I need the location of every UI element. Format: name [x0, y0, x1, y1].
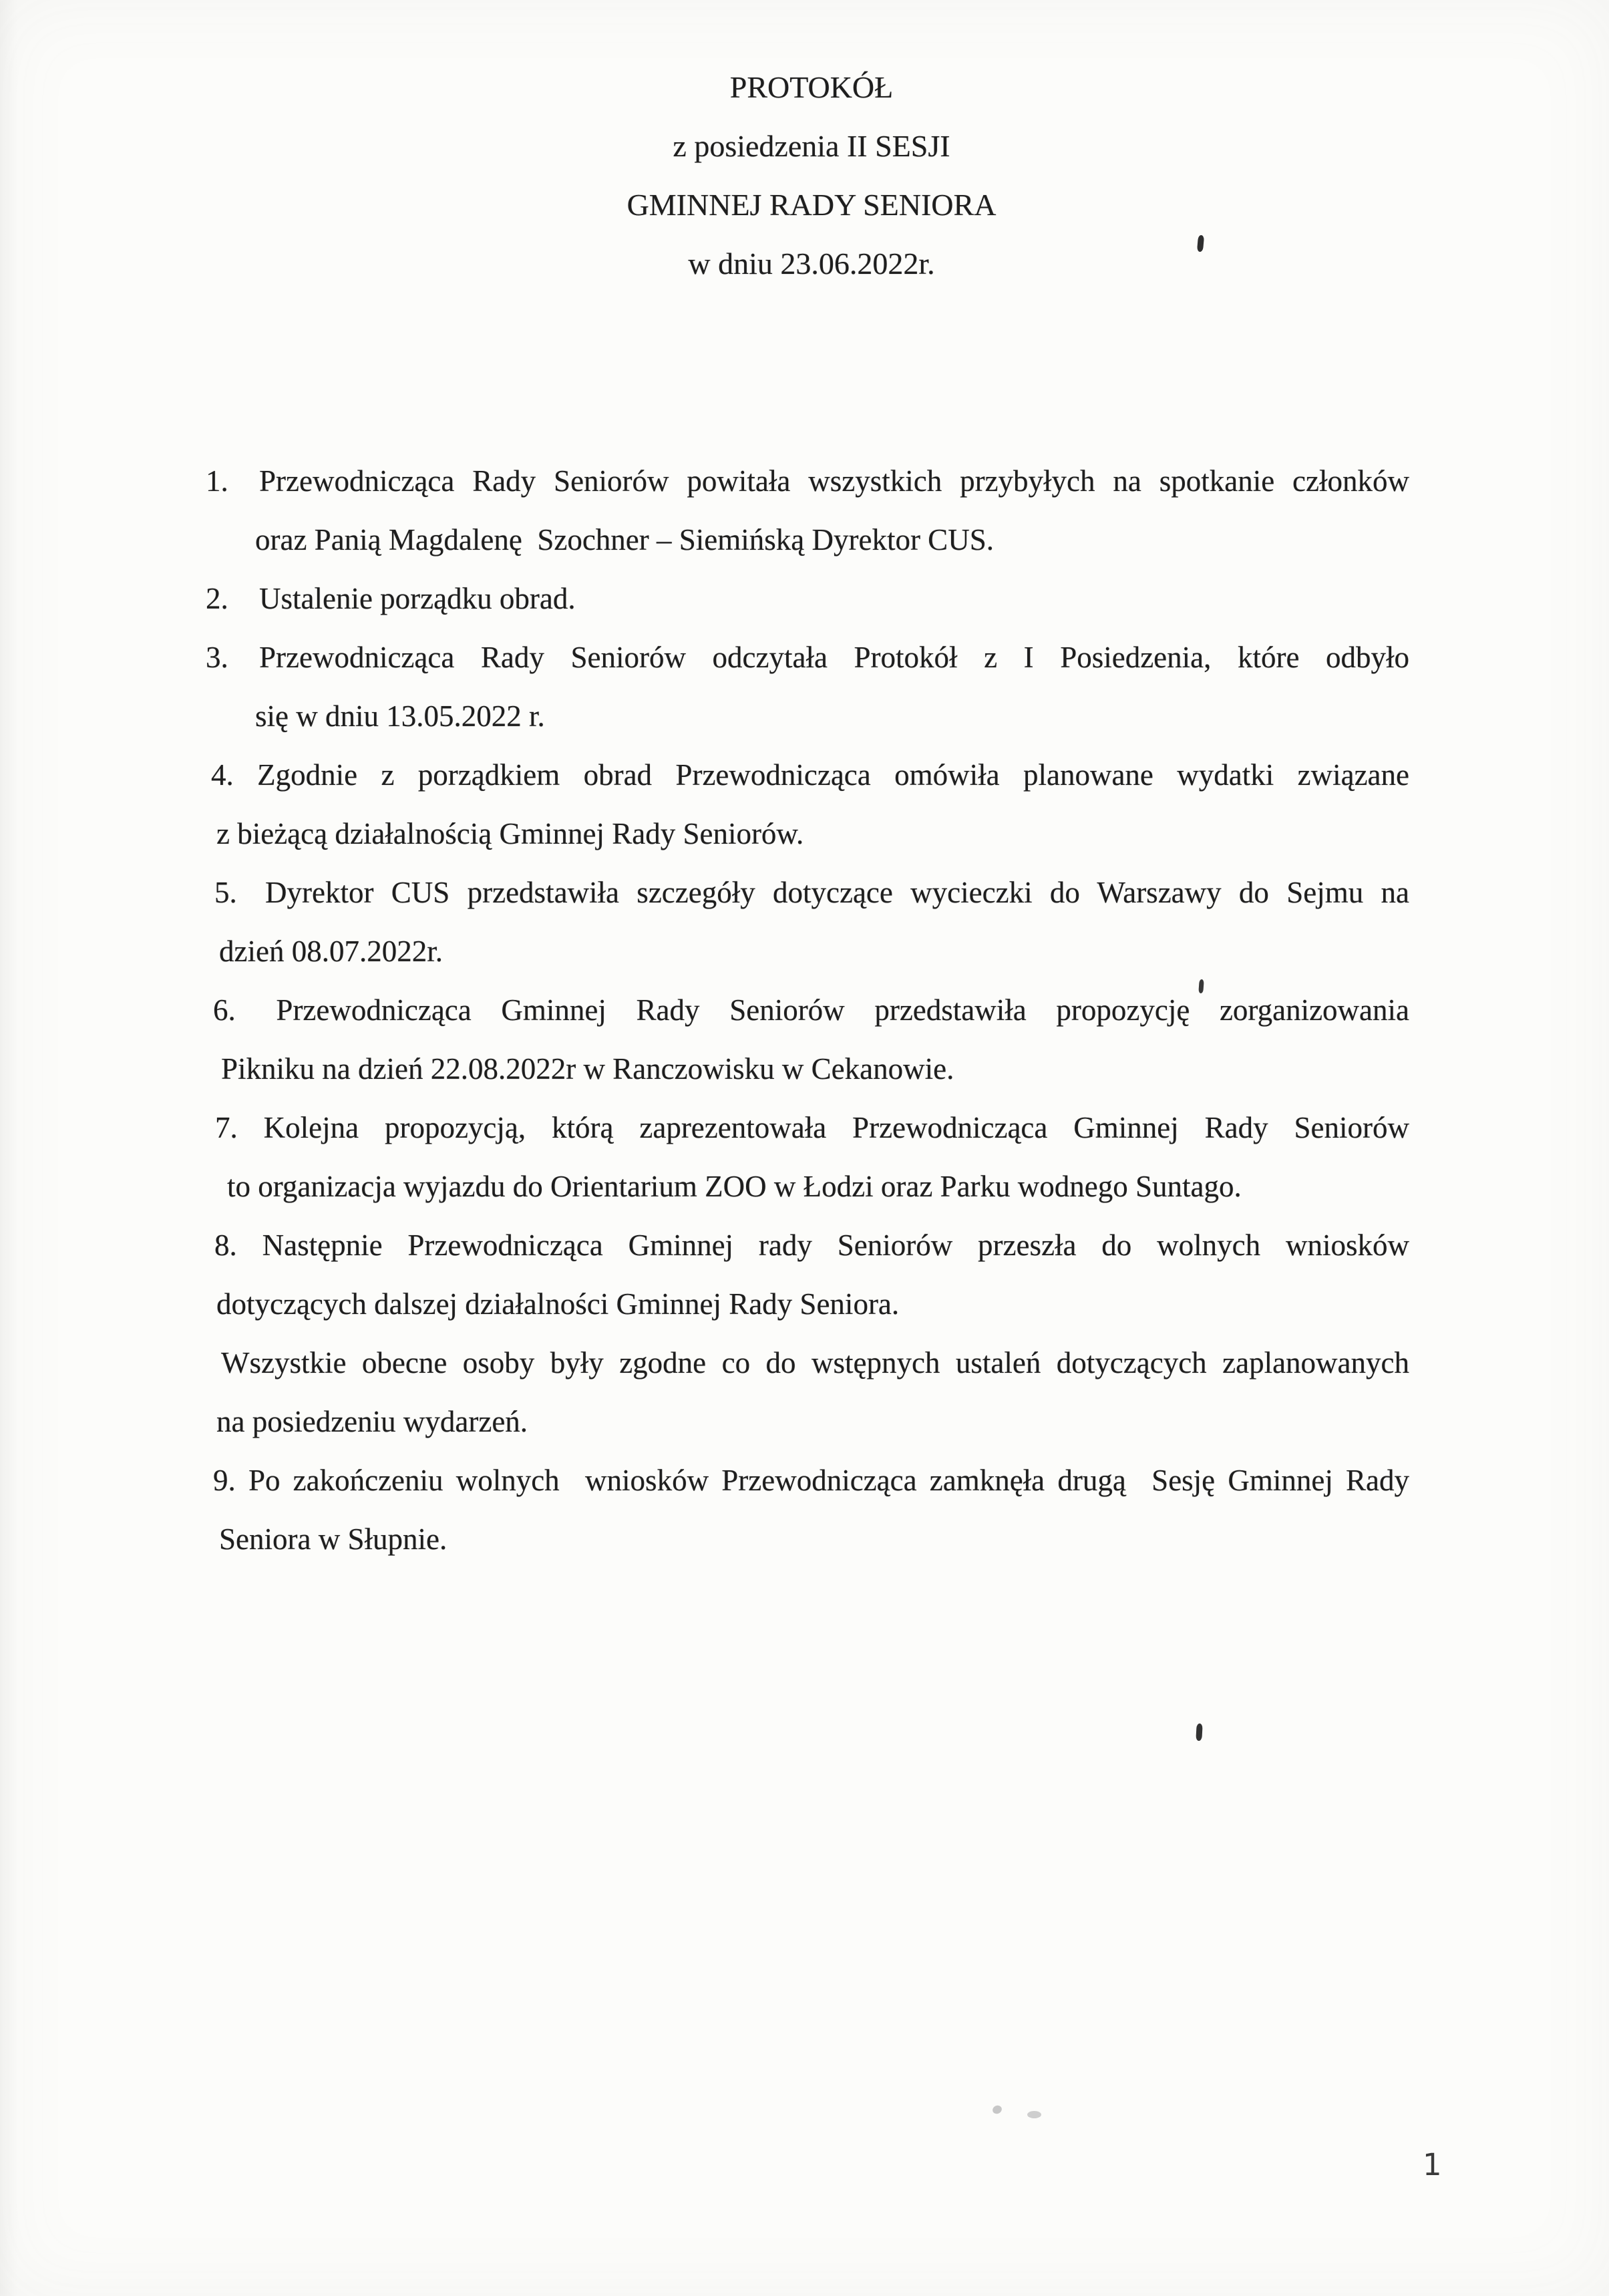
item-8-text-1: Następnie Przewodnicząca Gminnej rady Seniorów przeszła do wolnych wniosków — [262, 1228, 1409, 1262]
item-6-text-1: Przewodnicząca Gminnej Rady Seniorów przedstawiła propozycję zorganizowania — [276, 993, 1410, 1027]
item-1-number: 1. — [206, 464, 228, 498]
item-3-line-2: się w dniu 13.05.2022 r. — [255, 699, 545, 733]
item-5-line-2: dzień 08.07.2022r. — [219, 935, 443, 968]
item-6-line-2: Pikniku na dzień 22.08.2022r w Ranczowisku w Cekanowie. — [221, 1052, 954, 1086]
item-8-number: 8. — [214, 1228, 237, 1262]
item-1-text-1: Przewodnicząca Rady Seniorów powitała wszystkich przybyłych na spotkanie członków — [259, 464, 1409, 498]
item-7-line-1 — [206, 1098, 1409, 1157]
document-title-block — [210, 58, 1413, 293]
item-3-text-1: Przewodnicząca Rady Seniorów odczytała Protokół z I Posiedzenia, które odbyło — [259, 641, 1409, 674]
item-4-line-2: z bieżącą działalnością Gminnej Rady Seniorów. — [216, 817, 804, 850]
item-6-number: 6. — [213, 993, 236, 1027]
page-number: 1 — [1423, 2147, 1442, 2182]
item-7-line-2: to organizacja wyjazdu do Orientarium ZOO w Łodzi oraz Parku wodnego Suntago. — [227, 1170, 1242, 1203]
scan-speck — [1027, 2111, 1041, 2118]
title-line-protokol: PROTOKÓŁ — [729, 70, 894, 104]
item-2-text-1: Ustalenie porządku obrad. — [259, 582, 576, 615]
item-4-number: 4. — [211, 758, 234, 792]
item-3-number: 3. — [206, 641, 228, 674]
item-5-text-1: Dyrektor CUS przedstawiła szczegóły dotyczące wycieczki do Warszawy do Sejmu na — [265, 876, 1409, 909]
protocol-body — [206, 452, 1409, 1569]
item-7-text-1: Kolejna propozycją, którą zaprezentowała Przewodnicząca Gminnej Rady Seniorów — [263, 1111, 1409, 1144]
item-9-line-1 — [206, 1451, 1409, 1510]
title-line-date: w dniu 23.06.2022r. — [688, 247, 935, 281]
item-5-number: 5. — [214, 876, 237, 909]
item-9-line-2: Seniora w Słupnie. — [219, 1522, 448, 1556]
scan-speck — [991, 2104, 1003, 2116]
item-4-text-1: Zgodnie z porządkiem obrad Przewodnicząca omówiła planowane wydatki związane — [257, 758, 1409, 792]
item-8-line-2: dotyczących dalszej działalności Gminnej Rady Seniora. — [216, 1287, 900, 1321]
scan-speck — [1196, 1724, 1202, 1741]
item-1-line-1 — [206, 452, 1409, 510]
title-line-session: z posiedzenia II SESJI — [673, 129, 950, 163]
item-1-line-2: oraz Panią Magdalenę Szochner – Siemińską Dyrektor CUS. — [255, 523, 994, 556]
item-5-line-1 — [206, 863, 1409, 922]
item-7-number: 7. — [215, 1111, 238, 1144]
item-9-number: 9. — [213, 1464, 236, 1497]
item-8-line-1 — [206, 1216, 1409, 1275]
item-9-text-1: Po zakończeniu wolnych wniosków Przewodnicząca zamknęła drugą Sesję Gminnej Rady — [248, 1464, 1409, 1497]
item-4-line-1 — [206, 746, 1409, 804]
item-3-line-1 — [206, 628, 1409, 687]
item-6-line-1 — [206, 981, 1409, 1039]
consensus-paragraph-line-2: na posiedzeniu wydarzeń. — [216, 1405, 528, 1438]
title-line-council: GMINNEJ RADY SENIORA — [627, 188, 997, 222]
consensus-paragraph-line-1: Wszystkie obecne osoby były zgodne co do wstępnych ustaleń dotyczących zaplanowanych — [221, 1346, 1409, 1379]
item-2-line-1 — [206, 569, 1409, 628]
item-2-number: 2. — [206, 582, 228, 615]
